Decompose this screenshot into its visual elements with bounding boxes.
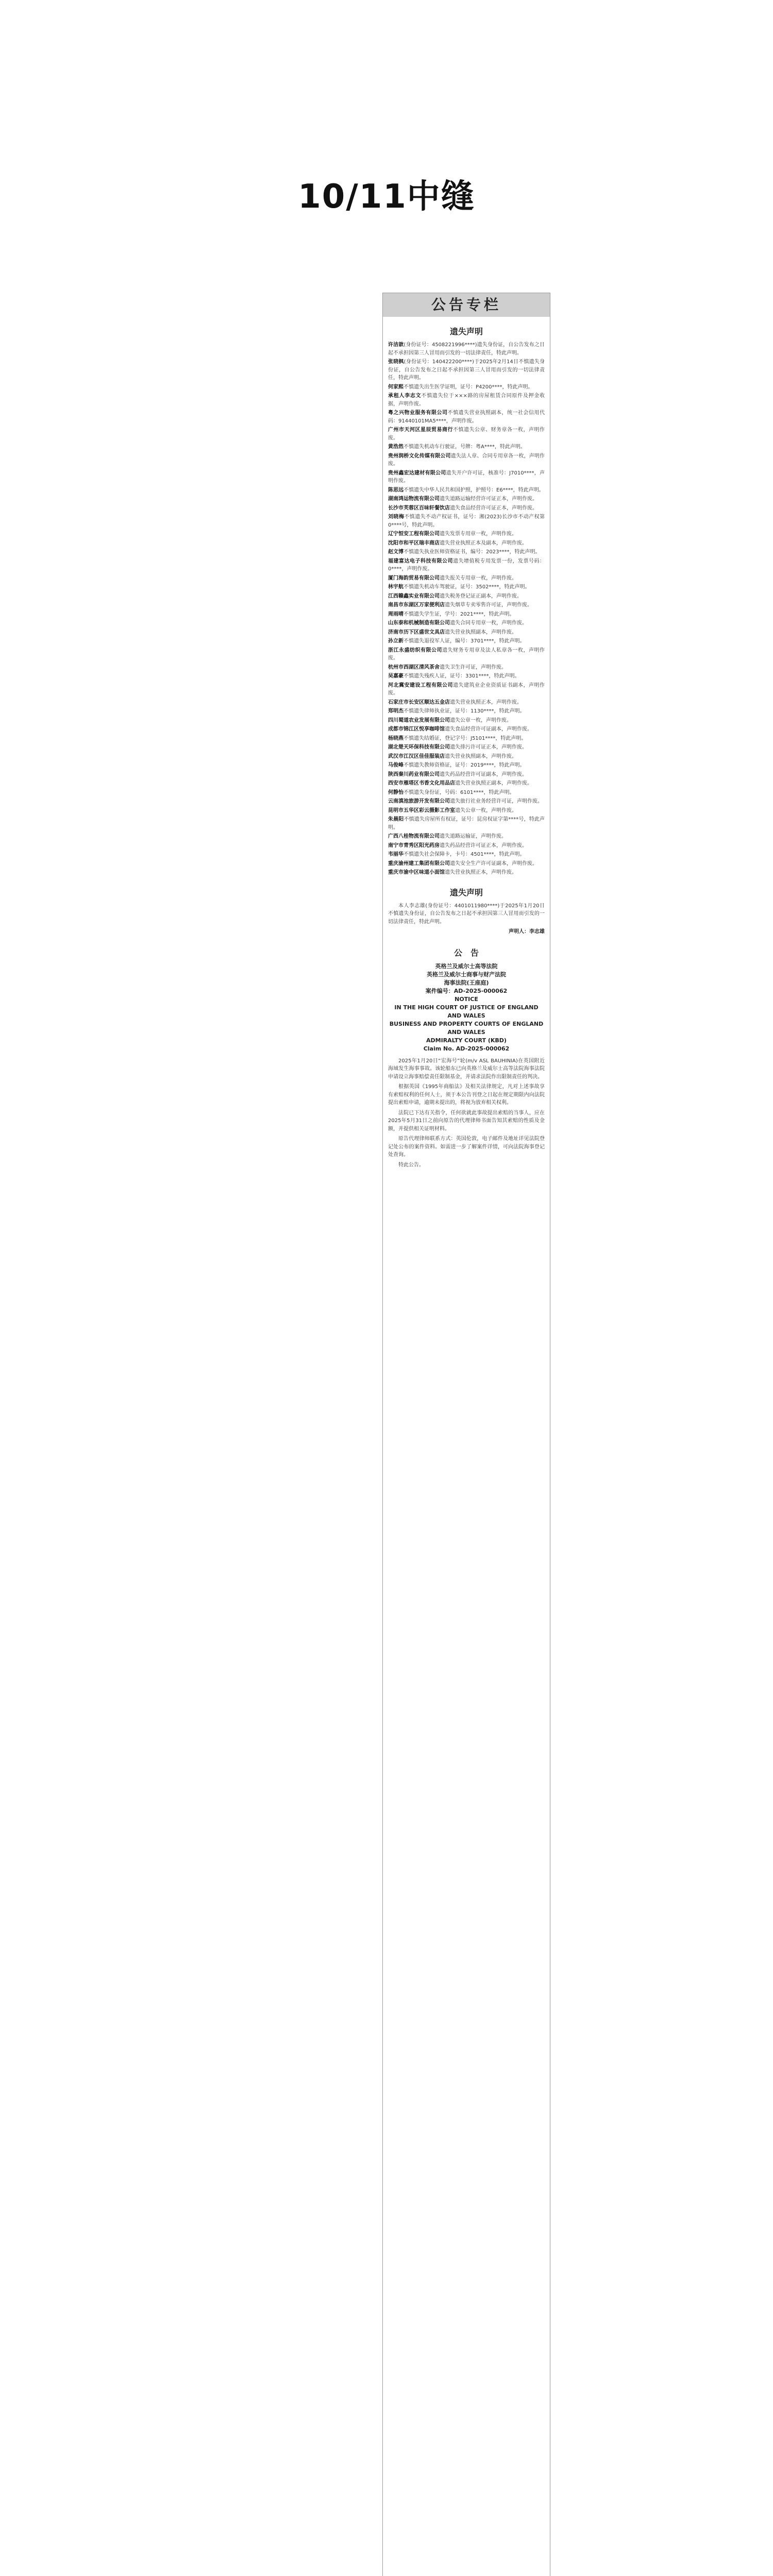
notice-item xyxy=(388,583,545,591)
section-heading-lost-notice: 遗失声明 xyxy=(449,327,483,336)
notice-item xyxy=(388,392,545,408)
notice-item xyxy=(388,637,545,646)
court-paragraph: 原告代理律师联系方式：英国伦敦，电子邮件及地址详见法院登记处公布的案件资料。如需进一步了解案件详情，可向法院海事登记处查询。 xyxy=(388,1136,545,1158)
notice-text: 不慎遗失社会保障卡，卡号：4501****，特此声明。 xyxy=(404,852,525,857)
notice-party-name: 广州市天河区星辰贸易商行 xyxy=(388,427,453,433)
notice-text: 遗失报关专用章一枚，声明作废。 xyxy=(440,575,517,581)
notice-text: 不慎遗失律师执业证，证号：1130****，特此声明。 xyxy=(404,708,525,714)
notice-item xyxy=(388,452,545,468)
notice-party-name: 浙江永盛纺织有限公司 xyxy=(388,647,442,653)
notice-item xyxy=(388,592,545,601)
notice-party-name: 孙立新 xyxy=(388,638,404,644)
notice-party-name: 济南市历下区盛世文具店 xyxy=(388,629,445,635)
notice-item xyxy=(388,672,545,681)
notice-party-name: 西安市雁塔区书香文化用品店 xyxy=(388,781,455,786)
notice-text: 遗失开户许可证，核准号：J7010****，声明作废。 xyxy=(388,470,545,484)
notice-item xyxy=(388,557,545,573)
notice-signoff: 声明人：李志雄 xyxy=(509,929,545,935)
notice-party-name: 江西赣鑫实业有限公司 xyxy=(388,593,440,599)
notice-text: 遗失公章一枚，声明作废。 xyxy=(450,717,512,723)
notice-party-name: 杨晓燕 xyxy=(388,735,404,741)
notice-item xyxy=(388,426,545,442)
page-title: 10/11中缝 xyxy=(298,178,475,216)
notice-item xyxy=(388,341,545,357)
notice-party-name: 重庆市渝中区味道小面馆 xyxy=(388,870,445,875)
court-paragraph: 2025年1月20日“宏海号”轮(m/v ASL BAUHINIA)在英国附近海域发生海事事故。该轮船东已向英格兰及威尔士高等法院海事法院申请设立海事赔偿责任限制基金，并请求法院作出限制责任的判决。 xyxy=(388,1058,545,1080)
column-title: 公告专栏 xyxy=(383,293,550,317)
court-header-line: ADMIRALTY COURT (KBD) xyxy=(426,1037,507,1044)
notice-item xyxy=(388,842,545,850)
notice-text: 不慎遗失结婚证，登记字号：J5101****，特此声明。 xyxy=(404,735,527,741)
notice-item xyxy=(388,779,545,788)
notice-party-name: 武汉市江汉区佳佳服装店 xyxy=(388,753,445,759)
notice-list xyxy=(388,341,545,877)
notice-item xyxy=(388,851,545,859)
notice-text: 遗失旅行社业务经营许可证，声明作废。 xyxy=(450,799,543,804)
notice-party-name: 何家熙 xyxy=(388,384,404,390)
notice-text: 遗失营业执照正本，声明作废。 xyxy=(450,699,522,705)
notice-party-name: 杭州市西湖区清风茶舍 xyxy=(388,664,440,670)
notice-item xyxy=(388,717,545,725)
court-header-line: BUSINESS AND PROPERTY COURTS OF ENGLAND AND WALES xyxy=(389,1020,544,1036)
notice-party-name: 朱晨阳 xyxy=(388,817,404,822)
court-paragraph: 根据英国《1995年商船法》及相关法律规定，凡对上述事故享有索赔权利的任何人士，须于本公告刊登之日起在规定期限内向法院提出索赔申请，逾期未提出的，将视为放弃相关权利。 xyxy=(388,1084,545,1106)
notice-party-name: 贵州润桥文化传媒有限公司 xyxy=(388,453,451,459)
notice-text: 不慎遗失出生医学证明，证号：P4200****，特此声明。 xyxy=(404,384,533,390)
column-content xyxy=(383,317,550,1169)
notice-item xyxy=(388,443,545,451)
notice-paragraph: 本人李志雄(身份证号：4401011980****)于2025年1月20日不慎遗失身份证，自公告发布之日起不承担因第三人冒用而引发的一切法律责任，特此声明。 xyxy=(388,903,545,925)
notice-party-name: 昆明市五华区彩云摄影工作室 xyxy=(388,807,455,814)
notice-item xyxy=(388,761,545,770)
section-heading-announcement: 公 告 xyxy=(453,947,479,958)
court-paragraph: 法院已下达有关指令，任何欲就此事故提出索赔的当事人，应在2025年5月31日之前向原告的代理律师书面告知其索赔的性质及金额，并提供相关证明材料。 xyxy=(388,1110,545,1132)
notice-party-name: 粤之兴物业服务有限公司 xyxy=(388,410,448,416)
notice-text: 遗失建筑业企业资质证书副本，声明作废。 xyxy=(388,682,545,696)
notice-item xyxy=(388,539,545,548)
notice-party-name: 长沙市芙蓉区百味轩餐饮店 xyxy=(388,505,450,511)
court-header xyxy=(388,962,545,1053)
notice-item xyxy=(388,611,545,619)
notice-text: 遗失食品经营许可证正本，声明作废。 xyxy=(450,505,537,511)
notice-party-name: 马俊峰 xyxy=(388,762,404,768)
notice-party-name: 湖北楚天环保科技有限公司 xyxy=(388,744,450,750)
notice-party-name: 福建富达电子科技有限公司 xyxy=(388,558,453,564)
section-heading-lost-notice-2: 遗失声明 xyxy=(449,887,483,897)
court-header-line: Claim No. AD-2025-000062 xyxy=(423,1045,510,1052)
notice-item xyxy=(388,833,545,841)
court-header-line: 案件编号：AD-2025-000062 xyxy=(425,987,508,994)
notice-item xyxy=(388,807,545,815)
notice-item xyxy=(388,504,545,513)
notice-party-name: 河北冀安建设工程有限公司 xyxy=(388,682,453,688)
notice-item xyxy=(388,647,545,663)
notice-text: 遗失增值税专用发票一份，发票号码：0****，声明作废。 xyxy=(388,558,545,572)
notice-text: 不慎遗失公章、财务章各一枚，声明作废。 xyxy=(388,427,545,441)
notice-text: 不慎遗失残疾人证，证号：3301****，特此声明。 xyxy=(404,673,520,679)
notice-item xyxy=(388,682,545,698)
notice-text: 不慎遗失教师资格证，证号：2019****，特此声明。 xyxy=(404,762,525,768)
court-header-line: 英格兰及威尔士商事与财产法院 xyxy=(427,971,506,978)
notice-item xyxy=(388,798,545,806)
notice-text: 遗失药品经营许可证正本，声明作废。 xyxy=(440,842,527,849)
notice-party-name: 张晓枫 xyxy=(388,359,404,365)
court-header-line: IN THE HIGH COURT OF JUSTICE OF ENGLAND AND WALES xyxy=(394,1004,539,1019)
notice-item xyxy=(388,725,545,734)
notice-text: 遗失营业执照副本，声明作废。 xyxy=(445,753,517,759)
court-notice-body xyxy=(388,1057,545,1170)
notice-party-name: 石家庄市长安区顺达五金店 xyxy=(388,699,450,705)
notice-party-name: 黄浩然 xyxy=(388,444,404,450)
notice-item xyxy=(388,619,545,628)
notice-item xyxy=(388,771,545,779)
notice-party-name: 赵文博 xyxy=(388,549,404,555)
notice-party-name: 四川蜀道农业发展有限公司 xyxy=(388,717,450,723)
notice-party-name: 广西八桂物流有限公司 xyxy=(388,834,440,839)
notice-text: 遗失药品经营许可证副本，声明作废。 xyxy=(440,771,527,777)
notice-text: 遗失道路运输证，声明作废。 xyxy=(440,834,507,839)
notice-party-name: 山东泰和机械制造有限公司 xyxy=(388,620,450,626)
notice-item xyxy=(388,869,545,877)
notice-text: 遗失安全生产许可证副本，声明作废。 xyxy=(450,860,537,867)
notice-item xyxy=(388,548,545,556)
notice-text: 不慎遗失不动产权证书，证号：湘(2023)长沙市不动产权第0****号，特此声明。 xyxy=(388,514,545,528)
notice-party-name: 韦丽华 xyxy=(388,852,404,857)
court-paragraph: 特此公告。 xyxy=(398,1162,424,1168)
notice-column xyxy=(382,293,550,2576)
notice-text: 不慎遗失执业医师资格证书，编号：2023****，特此声明。 xyxy=(404,549,541,555)
notice-text: 不慎遗失退役军人证，编号：3701****，特此声明。 xyxy=(404,638,525,644)
notice-text: (身份证号：4508221996****)遗失身份证，自公告发布之日起不承担因第三人冒用而引发的一切法律责任，特此声明。 xyxy=(388,342,545,356)
notice-item xyxy=(388,486,545,495)
notice-party-name: 刘晓梅 xyxy=(388,514,405,520)
notice-item xyxy=(388,753,545,761)
court-header-line: 英格兰及威尔士高等法院 xyxy=(435,962,498,970)
notice-party-name: 沈阳市和平区瑞丰商店 xyxy=(388,540,440,546)
notice-party-name: 成都市锦江区悦享咖啡馆 xyxy=(388,726,445,732)
notice-text: 遗失财务专用章及法人私章各一枚，声明作废。 xyxy=(388,647,545,661)
notice-party-name: 南宁市青秀区阳光药房 xyxy=(388,842,440,849)
notice-text: (身份证号：140422200****)于2025年2月14日不慎遗失身份证，自公告发布之日起不承担因第三人冒用而引发的一切法律责任，特此声明。 xyxy=(388,359,545,381)
notice-party-name: 湖南鸿运物流有限公司 xyxy=(388,496,440,502)
notice-item xyxy=(388,816,545,832)
notice-item xyxy=(388,530,545,538)
notice-item xyxy=(388,664,545,672)
notice-text: 不慎遗失营业执照副本，统一社会信用代码：91440101MA5****，声明作废。 xyxy=(388,410,545,424)
notice-party-name: 许洁歆 xyxy=(388,342,404,348)
notice-item xyxy=(388,699,545,707)
notice-text: 不慎遗失身份证，号码：6101****，特此声明。 xyxy=(404,789,515,795)
notice-text: 遗失烟草专卖零售许可证，声明作废。 xyxy=(445,602,532,608)
notice-item xyxy=(388,629,545,637)
notice-item xyxy=(388,383,545,392)
notice-text: 不慎遗失学生证，学号：2021****，特此声明。 xyxy=(404,611,515,617)
notice-party-name: 贵州鑫宏达建材有限公司 xyxy=(388,470,446,476)
notice-party-name: 林宇航 xyxy=(388,584,404,590)
notice-item xyxy=(388,707,545,716)
notice-party-name: 南昌市东湖区万家便利店 xyxy=(388,602,445,608)
notice-text: 不慎遗失位于×××路的房屋租赁合同原件及押金收据，声明作废。 xyxy=(388,393,545,407)
notice-item xyxy=(388,358,545,382)
notice-party-name: 云南滇池旅游开发有限公司 xyxy=(388,799,450,804)
notice-text: 遗失发票专用章一枚，声明作废。 xyxy=(440,531,517,537)
notice-text: 遗失税务登记证正副本，声明作废。 xyxy=(440,593,522,599)
notice-text: 遗失合同专用章一枚，声明作废。 xyxy=(450,620,527,626)
notice-text: 遗失道路运输经营许可证正本，声明作废。 xyxy=(440,496,537,502)
notice-party-name: 承租人李志文 xyxy=(388,393,422,399)
notice-party-name: 周雨晴 xyxy=(388,611,404,617)
notice-item xyxy=(388,789,545,797)
notice-item xyxy=(388,495,545,503)
notice-text: 不慎遗失机动车驾驶证，证号：3502****，特此声明。 xyxy=(404,584,530,590)
notice-item xyxy=(388,743,545,752)
notice-text: 不慎遗失机动车行驶证，号牌：粤A****，特此声明。 xyxy=(404,444,526,450)
notice-party-name: 重庆渝州建工集团有限公司 xyxy=(388,860,450,867)
court-header-line: NOTICE xyxy=(455,995,478,1003)
notice-item xyxy=(388,574,545,583)
notice-text: 遗失卫生许可证，声明作废。 xyxy=(440,664,507,670)
notice-item xyxy=(388,469,545,485)
court-header-line: 海事法院(王座庭) xyxy=(444,979,489,986)
notice-party-name: 吴嘉豪 xyxy=(388,673,404,679)
notice-party-name: 厦门海韵贸易有限公司 xyxy=(388,575,440,581)
notice-text: 遗失营业执照正本及副本，声明作废。 xyxy=(440,540,527,546)
notice-text: 遗失营业执照正本，声明作废。 xyxy=(445,870,517,875)
notice-party-name: 陕西秦川药业有限公司 xyxy=(388,771,440,777)
notice-item xyxy=(388,409,545,425)
notice-text: 不慎遗失中华人民共和国护照，护照号：E6****，特此声明。 xyxy=(404,487,544,493)
notice-item xyxy=(388,860,545,868)
notice-item xyxy=(388,601,545,609)
notice-item xyxy=(388,513,545,529)
notice-text: 遗失营业执照副本，声明作废。 xyxy=(445,629,517,635)
notice-text: 遗失公章一枚，声明作废。 xyxy=(455,807,517,814)
notice-item xyxy=(388,735,545,743)
notice-text: 遗失排污许可证正本，声明作废。 xyxy=(450,744,527,750)
notice-text: 遗失法人章、合同专用章各一枚，声明作废。 xyxy=(388,453,545,467)
notice-party-name: 何静怡 xyxy=(388,789,404,795)
notice-text: 遗失营业执照正副本，声明作废。 xyxy=(455,781,532,786)
notice-text: 遗失食品经营许可证副本，声明作废。 xyxy=(445,726,532,732)
notice-party-name: 陈思远 xyxy=(388,487,404,493)
notice-party-name: 辽宁恒安工程有限公司 xyxy=(388,531,440,537)
notice-text: 不慎遗失房屋所有权证，证号：昆房权证字第****号，特此声明。 xyxy=(388,817,545,831)
notice-party-name: 郑明杰 xyxy=(388,708,404,714)
